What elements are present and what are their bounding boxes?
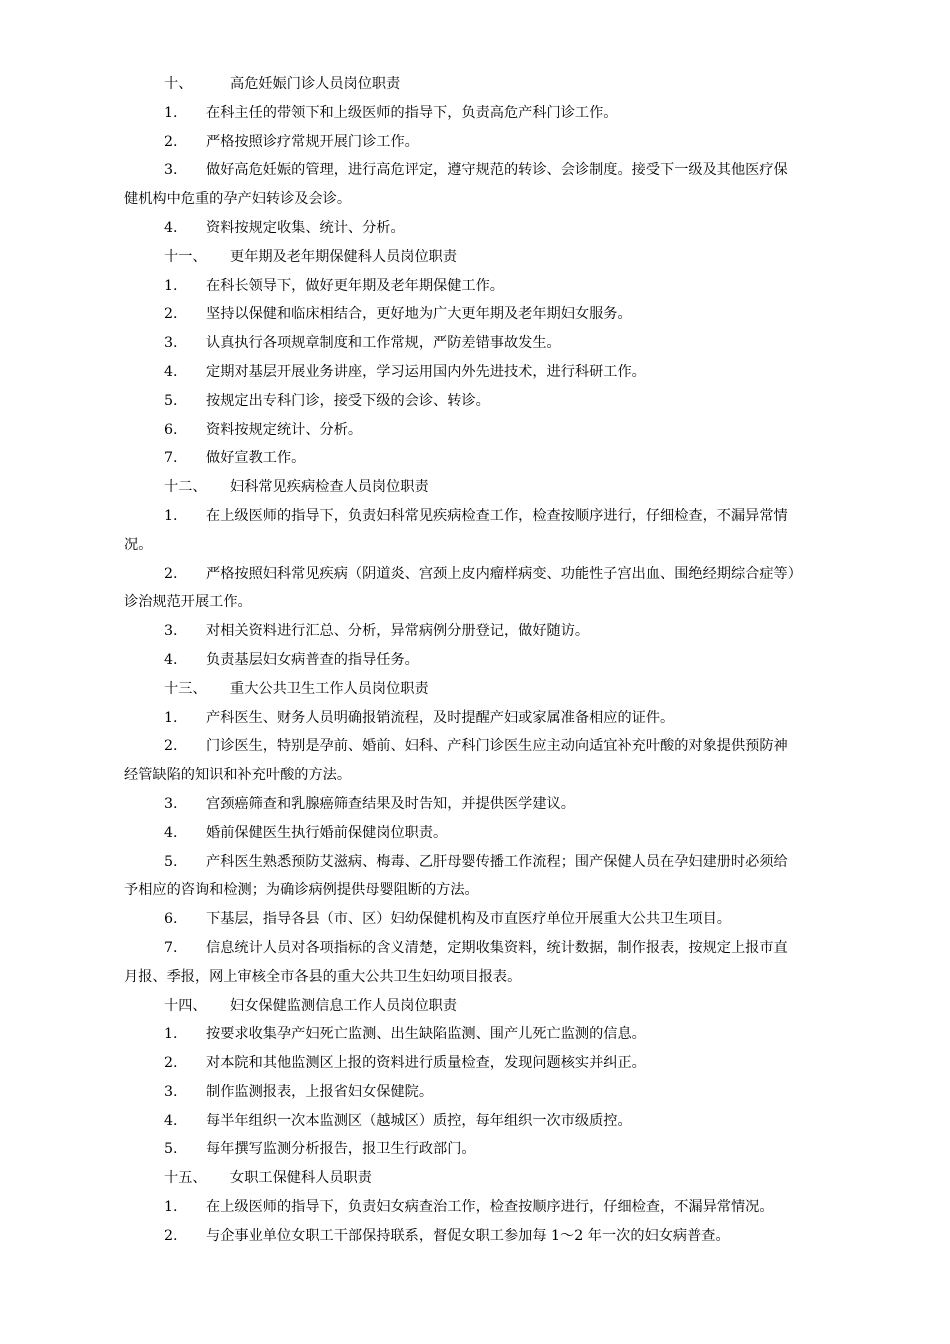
list-item: [124, 848, 828, 877]
item-number: 2.: [164, 565, 178, 582]
section-number: 十一、: [164, 248, 207, 265]
list-item: [124, 1049, 828, 1078]
list-item: [124, 502, 828, 531]
item-text: 门诊医生，特别是孕前、婚前、妇科、产科门诊医生应主动向适宜补充叶酸的对象提供预防神: [206, 738, 788, 755]
list-item: [124, 358, 828, 387]
item-text: 做好高危妊娠的管理，进行高危评定，遵守规范的转诊、会诊制度。接受下一级及其他医疗保: [206, 162, 788, 179]
section-number: 十二、: [164, 479, 207, 496]
list-item: [124, 156, 828, 185]
item-number: 6.: [164, 911, 178, 928]
item-number: 7.: [164, 450, 178, 467]
list-item: [124, 934, 828, 963]
section-heading: [124, 473, 828, 502]
section-number: 十四、: [164, 997, 207, 1014]
item-text: 每半年组织一次本监测区（越城区）质控，每年组织一次市级质控。: [206, 1112, 632, 1129]
item-number: 1.: [164, 277, 178, 294]
item-text: 况。: [124, 536, 153, 553]
section-number: 十三、: [164, 680, 207, 697]
list-item: [124, 300, 828, 329]
item-number: 4.: [164, 219, 178, 236]
section-heading: [124, 70, 828, 99]
list-item: [124, 128, 828, 157]
list-item: [124, 387, 828, 416]
item-text: 在上级医师的指导下，负责妇女病查治工作，检查按顺序进行，仔细检查，不漏异常情况。: [206, 1199, 774, 1216]
item-number: 4.: [164, 1112, 178, 1129]
item-number: 5.: [164, 853, 178, 870]
item-text: 诊治规范开展工作。: [124, 594, 252, 611]
list-item: [124, 272, 828, 301]
section-title: 重大公共卫生工作人员岗位职责: [230, 680, 429, 697]
list-item: [124, 1020, 828, 1049]
section-heading: [124, 992, 828, 1021]
item-text: 按要求收集孕产妇死亡监测、出生缺陷监测、围产儿死亡监测的信息。: [206, 1026, 646, 1043]
section-number: 十五、: [164, 1170, 207, 1187]
item-text: 认真执行各项规章制度和工作常规，严防差错事故发生。: [206, 335, 561, 352]
section-heading: [124, 243, 828, 272]
list-item: [124, 732, 828, 761]
item-number: 1.: [164, 104, 178, 121]
item-text: 经管缺陷的知识和补充叶酸的方法。: [124, 767, 352, 784]
item-number: 7.: [164, 939, 178, 956]
item-text: 在科长领导下，做好更年期及老年期保健工作。: [206, 277, 504, 294]
item-text: 定期对基层开展业务讲座，学习运用国内外先进技术，进行科研工作。: [206, 363, 646, 380]
item-number: 1.: [164, 507, 178, 524]
list-item: [124, 646, 828, 675]
item-number: 1.: [164, 1199, 178, 1216]
item-number: 5.: [164, 1141, 178, 1158]
item-number: 3.: [164, 162, 178, 179]
item-text: 与企事业单位女职工干部保持联系，督促女职工参加每 1～2 年一次的妇女病普查。: [206, 1227, 730, 1244]
list-item: [124, 1193, 828, 1222]
item-number: 3.: [164, 335, 178, 352]
item-number: 2.: [164, 133, 178, 150]
item-text: 下基层，指导各县（市、区）妇幼保健机构及市直医疗单位开展重大公共卫生项目。: [206, 911, 731, 928]
list-item: [124, 617, 828, 646]
list-item: [124, 560, 828, 589]
item-text: 按规定出专科门诊，接受下级的会诊、转诊。: [206, 392, 490, 409]
item-number: 2.: [164, 1227, 178, 1244]
list-item: [124, 99, 828, 128]
section-title: 妇女保健监测信息工作人员岗位职责: [230, 997, 458, 1014]
item-text: 资料按规定统计、分析。: [206, 421, 363, 438]
item-number: 3.: [164, 1083, 178, 1100]
list-item: [124, 790, 828, 819]
list-item: [124, 416, 828, 445]
section-title: 高危妊娠门诊人员岗位职责: [230, 76, 401, 92]
item-text: 信息统计人员对各项指标的含义清楚，定期收集资料，统计数据，制作报表，按规定上报市直: [206, 939, 788, 956]
item-number: 1.: [164, 1026, 178, 1043]
section-title: 女职工保健科人员职责: [230, 1170, 372, 1187]
list-item-continuation: [124, 963, 828, 992]
section-title: 妇科常见疾病检查人员岗位职责: [230, 479, 429, 496]
item-text: 对本院和其他监测区上报的资料进行质量检查，发现问题核实并纠正。: [206, 1055, 646, 1072]
list-item: [124, 819, 828, 848]
list-item: [124, 444, 828, 473]
item-text: 资料按规定收集、统计、分析。: [206, 219, 405, 236]
list-item-continuation: [124, 876, 828, 905]
list-item-continuation: [124, 531, 828, 560]
list-item: [124, 905, 828, 934]
list-item-continuation: [124, 761, 828, 790]
list-item: [124, 214, 828, 243]
list-item-continuation: [124, 588, 828, 617]
item-number: 2.: [164, 306, 178, 323]
item-text: 每年撰写监测分析报告，报卫生行政部门。: [206, 1141, 476, 1158]
section-heading: [124, 1164, 828, 1193]
list-item: [124, 329, 828, 358]
section-number: 十、: [164, 76, 193, 92]
item-number: 6.: [164, 421, 178, 438]
item-text: 健机构中危重的孕产妇转诊及会诊。: [124, 191, 352, 208]
item-text: 在上级医师的指导下，负责妇科常见疾病检查工作，检查按顺序进行，仔细检查，不漏异常情: [206, 507, 788, 524]
item-number: 4.: [164, 363, 178, 380]
list-item: [124, 1222, 828, 1251]
item-text: 产科医生、财务人员明确报销流程，及时提醒产妇或家属准备相应的证件。: [206, 709, 675, 726]
item-number: 5.: [164, 392, 178, 409]
section-heading: [124, 675, 828, 704]
item-text: 严格按照妇科常见疾病（阴道炎、宫颈上皮内瘤样病变、功能性子宫出血、围绝经期综合症等）: [206, 565, 802, 582]
item-text: 严格按照诊疗常规开展门诊工作。: [206, 133, 419, 150]
item-text: 予相应的咨询和检测；为确诊病例提供母婴阻断的方法。: [124, 882, 479, 899]
item-number: 4.: [164, 824, 178, 841]
item-text: 制作监测报表，上报省妇女保健院。: [206, 1083, 434, 1100]
item-number: 4.: [164, 651, 178, 668]
list-item: [124, 1107, 828, 1136]
list-item: [124, 1078, 828, 1107]
document-body: [124, 70, 828, 1251]
list-item-continuation: [124, 185, 828, 214]
section-title: 更年期及老年期保健科人员岗位职责: [230, 248, 458, 265]
list-item: [124, 1135, 828, 1164]
item-text: 坚持以保健和临床相结合，更好地为广大更年期及老年期妇女服务。: [206, 306, 632, 323]
item-text: 对相关资料进行汇总、分析，异常病例分册登记，做好随访。: [206, 623, 590, 640]
item-number: 1.: [164, 709, 178, 726]
item-number: 2.: [164, 738, 178, 755]
item-text: 月报、季报，网上审核全市各县的重大公共卫生妇幼项目报表。: [124, 968, 522, 985]
item-text: 负责基层妇女病普查的指导任务。: [206, 651, 419, 668]
item-text: 产科医生熟悉预防艾滋病、梅毒、乙肝母婴传播工作流程；围产保健人员在孕妇建册时必须给: [206, 853, 788, 870]
list-item: [124, 704, 828, 733]
item-number: 3.: [164, 623, 178, 640]
item-text: 婚前保健医生执行婚前保健岗位职责。: [206, 824, 448, 841]
item-number: 3.: [164, 795, 178, 812]
item-text: 做好宣教工作。: [206, 450, 306, 467]
item-number: 2.: [164, 1055, 178, 1072]
item-text: 宫颈癌筛查和乳腺癌筛查结果及时告知，并提供医学建议。: [206, 795, 575, 812]
item-text: 在科主任的带领下和上级医师的指导下，负责高危产科门诊工作。: [206, 104, 618, 121]
